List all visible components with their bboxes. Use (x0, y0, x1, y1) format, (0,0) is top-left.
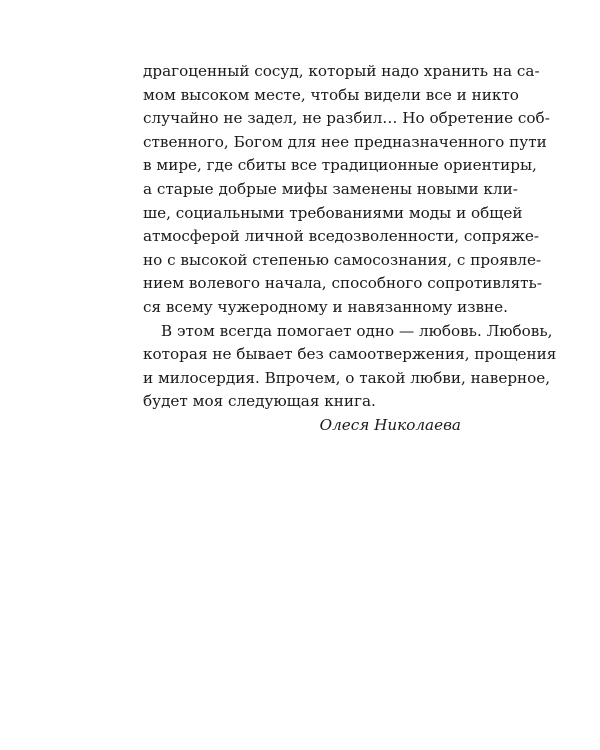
text-line: ся всему чужеродному и навязанному извне. (143, 297, 508, 316)
text-line: случайно не задел, не разбил… Но обретение соб- (143, 109, 550, 128)
text-line: в мире, где сбиты все традиционные ориентиры, (143, 156, 537, 175)
text-line: ше, социальными требованиями моды и общей (143, 203, 523, 222)
text-line: мом высоком месте, чтобы видели все и никто (143, 85, 519, 104)
paragraph-1 (143, 60, 550, 320)
body-text (143, 60, 557, 438)
paragraph-2 (143, 320, 557, 414)
text-line: и милосердия. Впрочем, о такой любви, наверное, (143, 368, 551, 387)
text-line: драгоценный сосуд, который надо хранить на са- (143, 62, 540, 80)
text-line: а старые добрые мифы заменены новыми кли- (143, 179, 518, 198)
text-line: которая не бывает без самоотвержения, прощения (143, 345, 557, 364)
author-signature: Олеся Николаева (319, 415, 461, 434)
text-line: ственного, Богом для нее предназначенного пути (143, 132, 547, 151)
text-line: но с высокой степенью самосознания, с проявле- (143, 250, 542, 269)
text-line: В этом всегда помогает одно — любовь. Любовь, (161, 321, 553, 340)
text-line: будет моя следующая книга. (143, 392, 376, 411)
text-line: атмосферой личной вседозволенности, сопряже- (143, 227, 540, 246)
text-line: нием волевого начала, способного сопротивлять- (143, 274, 542, 293)
